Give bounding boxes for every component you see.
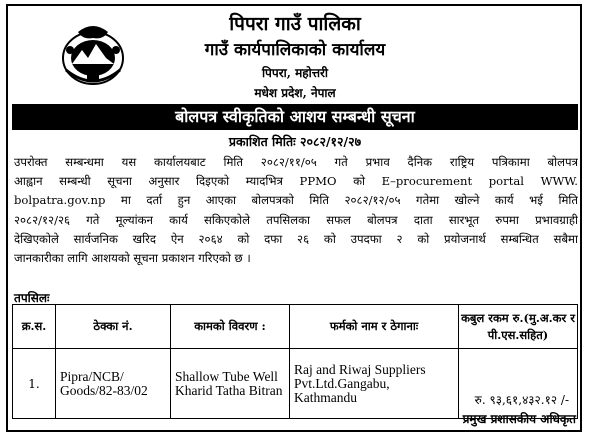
header-contract-no: ठेक्का नं. (56, 305, 171, 349)
body-line: २०८२/१२/२६ गते मूल्यांकन कार्य सकिएकोले तपसिलका सफल बोलपत्र दाता सारभूत रुपमा प्रभावग्राही (14, 212, 578, 227)
notice-title: बोलपत्र स्वीकृतिको आशय सम्बन्धी सूचना (12, 104, 578, 130)
award-table (12, 304, 578, 419)
body-line: उपरोक्त सम्बन्धमा यस कार्यालयबाट मिति २०८२/११/०५ गते प्रभाव दैनिक राष्ट्रिय पत्रिकामा बोलपत्र (14, 155, 578, 169)
header-amount: कबुल रकम रु.(मु.अ.कर र पी.एस.सहित) (459, 305, 578, 349)
body-line: bolpatra.gov.np मा दर्ता हुन आएका बोलपत्रको मिति २०८२/१२/०५ गतेमा खोल्ने कार्य भई मिति (14, 193, 578, 208)
body-line: आह्वान सम्बन्धी सूचना अनुसार दिइएको म्यादभित्र PPMO को E–procurement portal WWW. (14, 174, 578, 189)
province-name: मधेश प्रदेश, नेपाल (254, 86, 336, 100)
cell-work: Shallow Tube Well Kharid Tatha Bitran (171, 349, 290, 419)
notice-body (14, 153, 578, 268)
office-address: पिपरा, महोत्तरी (261, 66, 329, 80)
signatory-title: प्रमुख प्रशासकीय अधिकृत (462, 412, 576, 426)
header-sn: क्र.स. (13, 305, 56, 349)
office-name: गाउँ कार्यपालिकाको कार्यालय (204, 40, 386, 60)
municipality-name: पिपरा गाउँ पालिका (229, 13, 361, 35)
table-header-row (13, 305, 578, 349)
cell-amount: रु. ९३,६१,४३२.१२ /- (459, 349, 578, 419)
details-label: तपसिलः (14, 291, 50, 305)
header-work: कामको विवरण : (171, 305, 290, 349)
published-date: प्रकाशित मितिः २०८२/१२/२७ (228, 134, 362, 149)
body-line: जानकारीका लागि आशयको सूचना प्रकाशन गरिएको छ । (14, 251, 251, 266)
header-firm: फर्मको नाम र ठेगानाः (290, 305, 459, 349)
body-line: देखिएकोले सार्वजनिक खरिद ऐन २०६४ को दफा २६ को उपदफा २ को प्रयोजनार्थ सम्बन्धित सबैमा (14, 231, 578, 246)
cell-sn: 1. (13, 349, 56, 419)
table-row (13, 349, 578, 419)
cell-firm: Raj and Riwaj Suppliers Pvt.Ltd.Gangabu, Kathmandu (290, 349, 459, 419)
cell-contract-no: Pipra/NCB/ Goods/82-83/02 (56, 349, 171, 419)
